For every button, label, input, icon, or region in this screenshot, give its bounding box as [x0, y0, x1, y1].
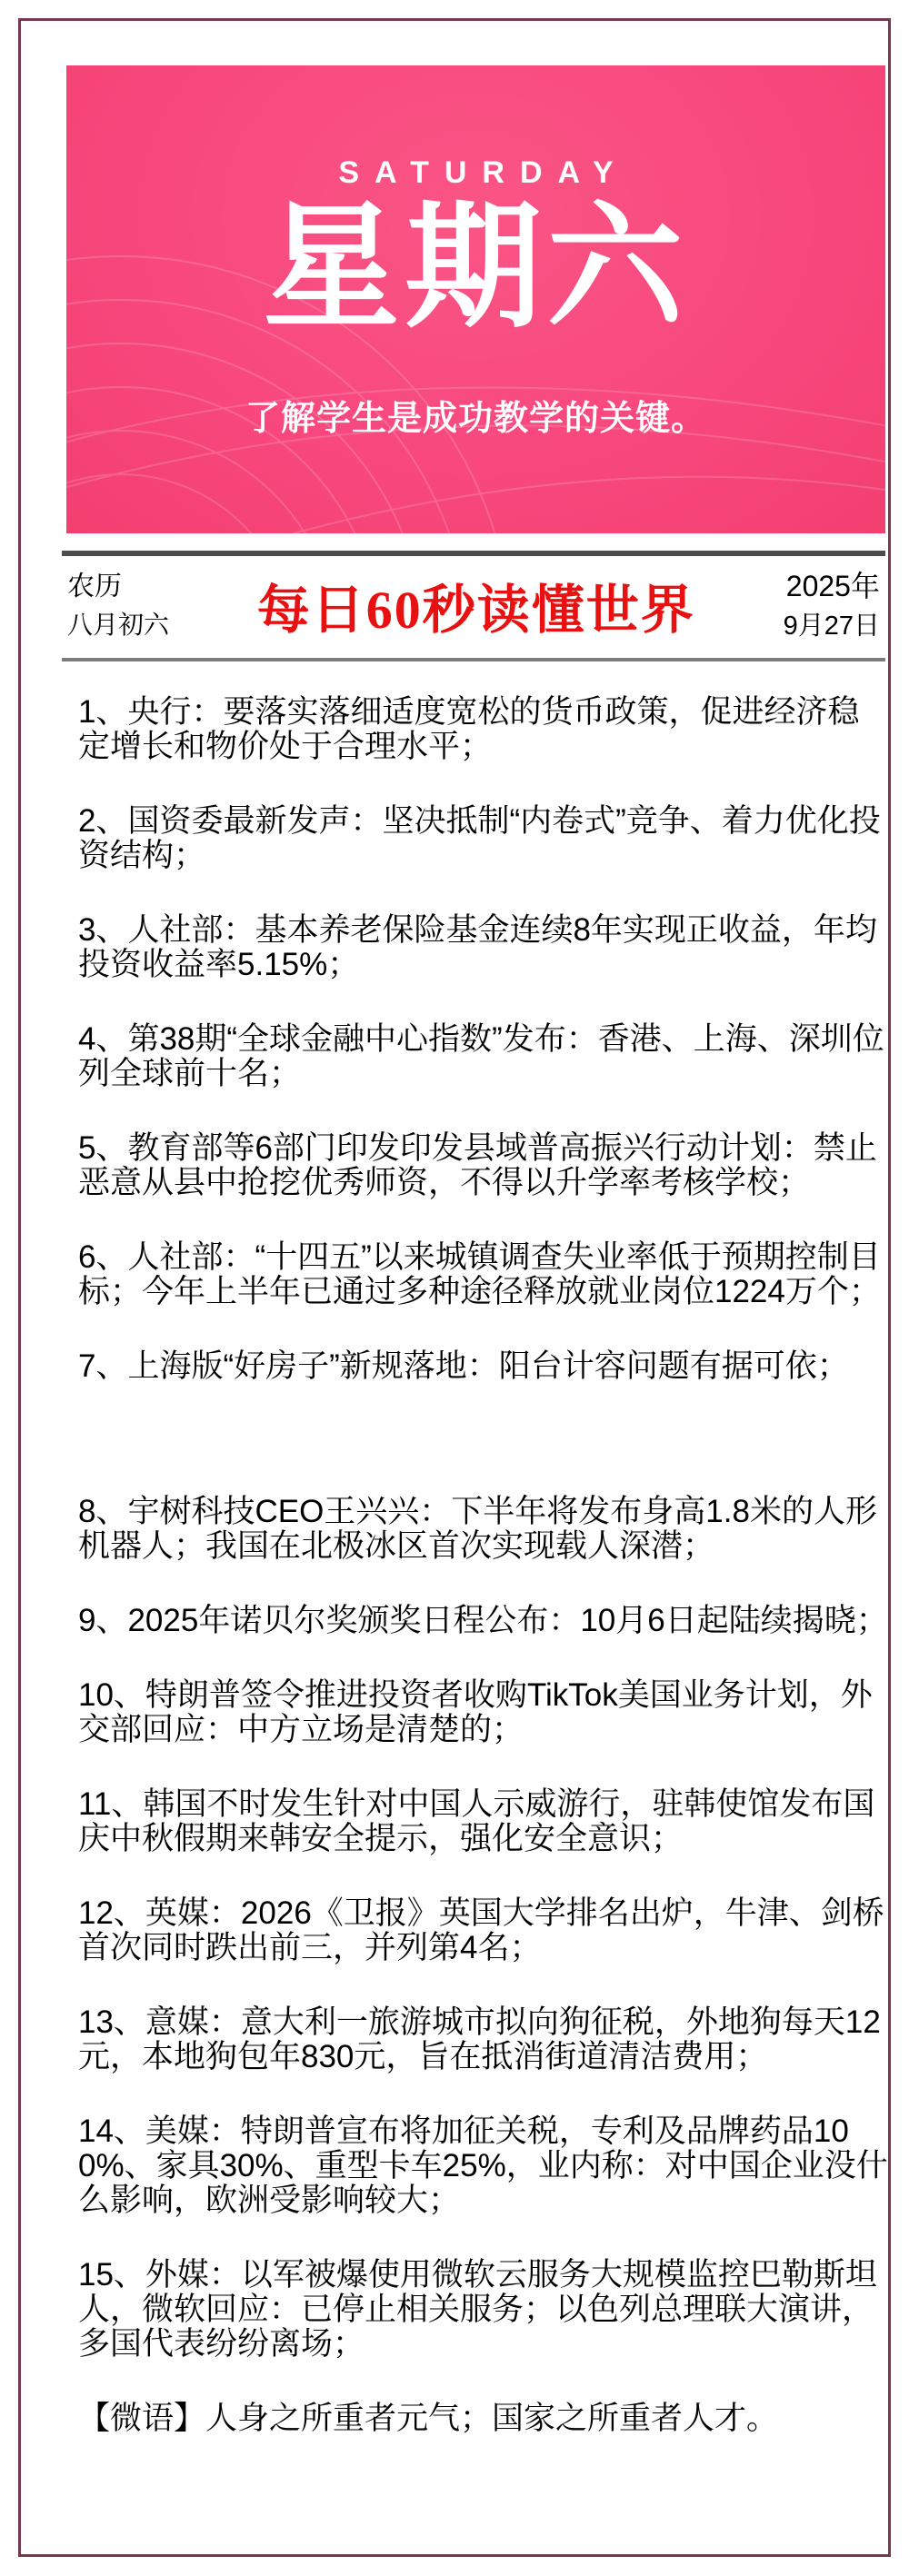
news-item: 8、宇树科技CEO王兴兴：下半年将发布身高1.8米的人形机器人；我国在北极冰区首次实现载人深潜； [78, 1494, 877, 1564]
weiyu-note: 【微语】人身之所重者元气；国家之所重者人才。 [78, 2401, 779, 2436]
news-item: 15、外媒：以军被爆使用微软云服务大规模监控巴勒斯坦人，微软回应：已停止相关服务；以色列总理联大演讲，多国代表纷纷离场； [78, 2257, 877, 2362]
daily-quote: 了解学生是成功教学的关键。 [245, 400, 706, 439]
weekday-english-label: SATURDAY [338, 155, 629, 190]
news-item: 5、教育部等6部门印发印发县域普高振兴行动计划：禁止恶意从县中抢挖优秀师资，不得以升学率考核学校； [78, 1130, 877, 1200]
digest-title: 每日60秒读懂世界 [256, 581, 695, 641]
news-item: 11、韩国不时发生针对中国人示威游行，驻韩使馆发布国庆中秋假期来韩安全提示，强化安全意识； [78, 1786, 875, 1856]
news-item: 4、第38期“全球金融中心指数”发布：香港、上海、深圳位列全球前十名； [78, 1021, 884, 1091]
news-item: 3、人社部：基本养老保险基金连续8年实现正收益，年均投资收益率5.15%； [78, 912, 877, 982]
gregorian-date-column [784, 565, 880, 645]
gregorian-year: 2025年 [785, 570, 880, 602]
news-item: 2、国资委最新发声：坚决抵制“内卷式”竞争、着力优化投资结构； [78, 803, 881, 873]
lunar-calendar-label: 农历 [67, 572, 122, 602]
gregorian-date-value: 9月27日 [783, 612, 880, 642]
news-item: 10、特朗普签令推进投资者收购TikTok美国业务计划，外交部回应：中方立场是清楚的； [78, 1677, 873, 1747]
news-item: 14、美媒：特朗普宣布将加征关税，专利及品牌药品100%、家具30%、重型卡车25%，业内称：对中国企业没什么影响，欧洲受影响较大； [78, 2114, 888, 2218]
date-bar [62, 551, 885, 661]
news-section [78, 695, 889, 2476]
news-item: 13、意媒：意大利一旅游城市拟向狗征税，外地狗每天12元，本地狗包年830元，旨在抵消街道清洁费用； [78, 2004, 881, 2074]
weekday-banner [66, 65, 885, 533]
lunar-date-column [67, 567, 169, 643]
news-item: 9、2025年诺贝尔奖颁奖日程公布：10月6日起陆续揭晓； [78, 1603, 888, 1638]
card-frame [18, 18, 891, 2557]
lunar-date-value: 八月初六 [67, 610, 170, 639]
news-item: 7、上海版“好房子”新规落地：阳台计容问题有据可依； [78, 1348, 849, 1384]
news-item: 6、人社部：“十四五”以来城镇调查失业率低于预期控制目标；今年上半年已通过多种途径释放就业岗位1224万个； [78, 1239, 881, 1309]
news-item: 1、央行：要落实落细适度宽松的货币政策，促进经济稳定增长和物价处于合理水平； [78, 694, 860, 764]
news-list [78, 695, 889, 2362]
weekday-chinese-title: 星期六 [263, 194, 689, 345]
news-item: 12、英媒：2026《卫报》英国大学排名出炉，牛津、剑桥首次同时跌出前三，并列第4名； [78, 1895, 884, 1965]
